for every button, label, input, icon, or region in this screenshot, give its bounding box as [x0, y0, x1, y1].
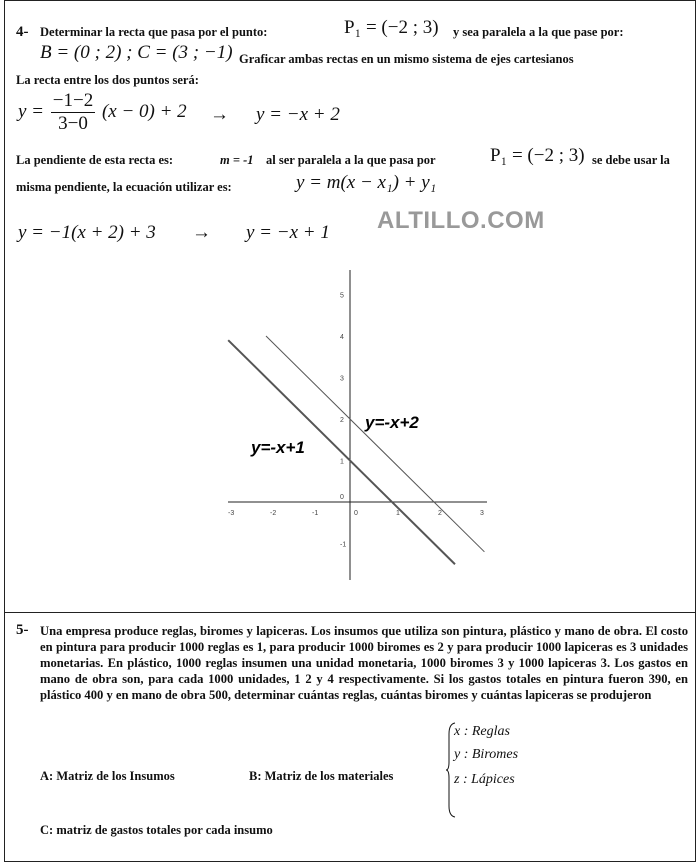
x-tick-label: 3 — [480, 510, 484, 517]
y-tick-label: 2 — [340, 417, 344, 424]
eq2-result: y = −x + 1 — [246, 222, 330, 243]
same-slope-text: misma pendiente, la ecuación utilizar es: — [16, 180, 232, 194]
watermark: ALTILLO.COM — [377, 207, 545, 234]
system-x: x : Reglas — [454, 724, 510, 739]
eq1-denominator: 3−0 — [58, 113, 88, 134]
line-between-text: La recta entre los dos puntos será: — [16, 73, 199, 87]
x-tick-label: 0 — [354, 510, 358, 517]
x-tick-label: -1 — [312, 510, 319, 517]
slope-text-c: se debe usar la — [592, 153, 670, 167]
x-tick-label: 1 — [396, 510, 400, 517]
problem-4-prompt-b: y sea paralela a la que pase por: — [453, 25, 624, 39]
x-tick-label: -2 — [270, 510, 277, 517]
label-matrix-a: A: Matriz de los Insumos — [40, 769, 175, 783]
point-p1-repeat: P₁ = (−2 ; 3) — [490, 145, 585, 166]
section-divider — [4, 612, 696, 613]
eq1-lhs: y = — [18, 100, 45, 122]
label-matrix-b: B: Matriz de los materiales — [249, 769, 394, 783]
arrow-1: → — [210, 104, 229, 125]
y-tick-labels — [340, 293, 346, 549]
system-y: y : Biromes — [454, 747, 519, 762]
general-equation: y = m(x − x₁) + y₁ — [296, 172, 437, 193]
problem-5-text: Una empresa produce reglas, biromes y lapiceras. Los insumos que utiliza son pintura, plástico y mano de obra. El costo en pintura para producir 1000 reglas es 1, para producir 1000 biromes es 2 y para producir 1000 lapiceras es 3 unidades monetarias. En plástico, 1000 reglas insumen una unidad monetaria, 1000 biromes 3 y 1000 lapiceras 3. Los gastos en mano de obra son, para cada 1000 unidades, 1 2 y 4 respectivamente. Si los gastos totales en pintura fueron 390, en plástico 400 y en mano de obra 500, determinar cuántas reglas, cuántas biromes y cuántas lapiceras se produjeron — [40, 624, 688, 702]
arrow-2: → — [192, 222, 211, 243]
y-tick-label: -1 — [340, 541, 347, 549]
y-tick-label: 0 — [340, 494, 344, 501]
x-tick-label: 2 — [438, 510, 442, 517]
eq1-result: y = −x + 2 — [256, 104, 340, 125]
label-matrix-c: C: matriz de gastos totales por cada insumo — [40, 823, 273, 837]
y-tick-label: 1 — [340, 458, 344, 466]
y-tick-label: 4 — [340, 334, 344, 341]
x-tick-label: -3 — [228, 510, 235, 517]
problem-5-number: 5- — [16, 622, 29, 638]
slope-value: m = -1 — [220, 153, 254, 167]
slope-text-a: La pendiente de esta recta es: — [16, 153, 174, 167]
y-tick-label: 3 — [340, 375, 344, 383]
y-tick-label: 5 — [340, 292, 344, 300]
point-p1: P₁ = (−2 ; 3) — [344, 17, 439, 38]
equation-2: y = −1(x + 2) + 3 — [18, 222, 156, 243]
line1-label: y=-x+1 — [251, 438, 305, 457]
system-z: z : Lápices — [454, 772, 515, 787]
points-b-c: B = (0 ; 2) ; C = (3 ; −1) — [40, 42, 233, 63]
eq1-numerator: −1−2 — [52, 90, 94, 111]
eq1-rest: (x − 0) + 2 — [101, 100, 187, 122]
problem-4-number: 4- — [16, 24, 29, 40]
slope-text-b: al ser paralela a la que pasa por — [266, 153, 436, 167]
problem-4-prompt-c: Graficar ambas rectas en un mismo sistema de ejes cartesianos — [239, 52, 574, 66]
line2-label: y=-x+2 — [365, 413, 419, 432]
problem-4-prompt-a: Determinar la recta que pasa por el punto: — [40, 25, 268, 39]
